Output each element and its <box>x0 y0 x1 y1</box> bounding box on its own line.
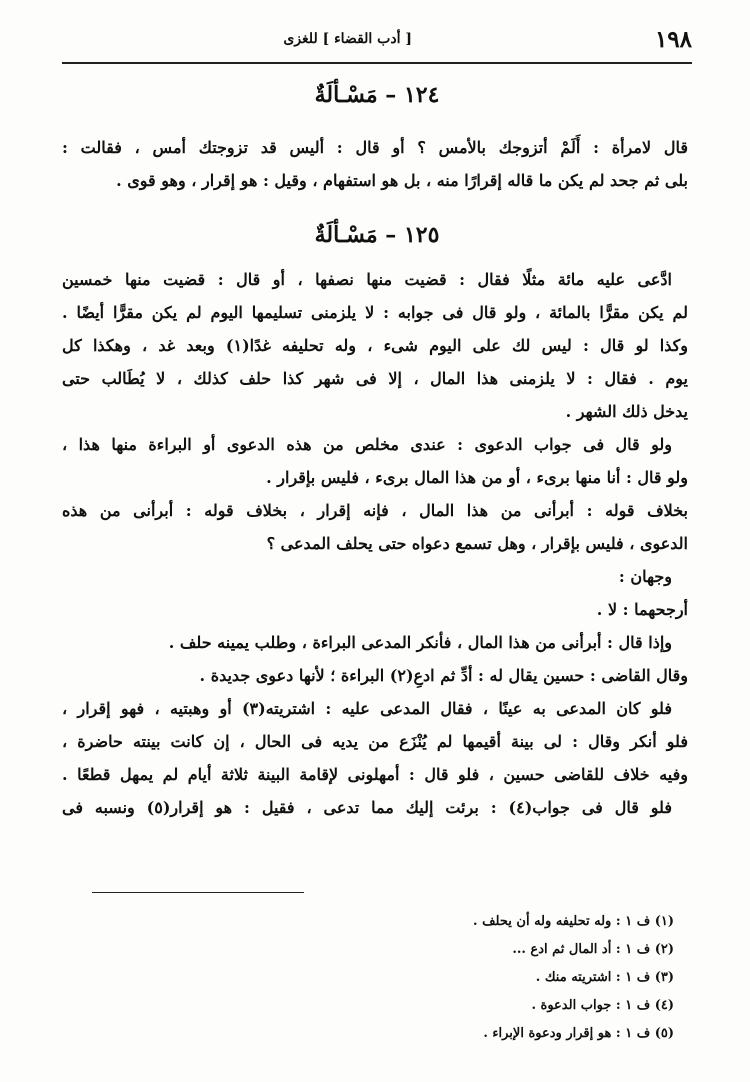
section-title-124: ١٢٤ – مَسْـألَةٌ <box>314 82 440 108</box>
footnote-item: (٢) ف ١ : أد المال ثم ادع ... <box>512 942 674 957</box>
text-line: وقال القاضى : حسين يقال له : أدِّ ثم ادعِ(٢) البراءة ؛ لأنها دعوى جديدة . <box>199 666 688 685</box>
page-header <box>62 22 692 64</box>
page-number: ١٩٨ <box>654 26 692 53</box>
text-line: ولو قال : أنا منها برىء ، أو من هذا المال برىء ، فليس بإقرار . <box>266 468 688 487</box>
text-line: وفيه خلاف للقاضى حسين ، فلو قال : أمهلونى لإقامة البينة ثلاثة أيام لم يمهل قطعًا . <box>62 765 688 784</box>
footnote-item: (٣) ف ١ : اشتريته منك . <box>535 970 674 985</box>
text-line: ادَّعى عليه مائة مثلًا فقال : قضيت منها نصفها ، أو قال : قضيت منها خمسين <box>62 270 672 289</box>
section-124-body <box>62 131 688 197</box>
text-line: يدخل ذلك الشهر . <box>565 402 688 421</box>
text-line: لم يكن مقرًّا بالمائة ، ولو قال فى جوابه : لا يلزمنى تسليمها اليوم لم يكن مقرًّا أيضًا . <box>62 303 688 322</box>
text-line: أرجحهما : لا . <box>596 600 688 619</box>
text-line: قال لامرأة : أَلَمْ أتزوجك بالأمس ؟ أو قال : أليس قد تزوجتك أمس ، فقالت : <box>62 138 688 157</box>
running-title: [ أدب القضاء ] للغزى <box>283 31 412 47</box>
text-line: فلو أنكر وقال : لى بينة أقيمها لم يُنْزَع من يديه فى الحال ، إن كانت بينته حاضرة ، <box>62 732 688 751</box>
text-line: ولو قال فى جواب الدعوى : عندى مخلص من هذه الدعوى أو البراءة منها هذا ، <box>62 435 672 454</box>
text-line: يوم . فقال : لا يلزمنى هذا المال ، إلا فى شهر كذا حلف كذلك ، لا يُطَالب حتى <box>62 369 688 388</box>
text-line: وجهان : <box>618 567 672 586</box>
text-line: وإذا قال : أبرأنى من هذا المال ، فأنكر المدعى البراءة ، وطلب يمينه حلف . <box>168 633 672 652</box>
footnote-item: (٤) ف ١ : جواب الدعوة . <box>531 998 674 1013</box>
text-line: فلو كان المدعى به عينًا ، فقال المدعى عليه : اشتريته(٣) أو وهبتيه ، فهو إقرار ، <box>62 699 673 718</box>
text-line: بخلاف قوله : أبرأنى من هذا المال ، فإنه إقرار ، بخلاف قوله : أبرأنى من هذه <box>62 501 688 520</box>
text-line: الدعوى ، فليس بإقرار ، وهل تسمع دعواه حتى يحلف المدعى ؟ <box>266 534 688 553</box>
footnote-divider <box>92 892 304 893</box>
footnote-item: (١) ف ١ : وله تحليفه وله أن يحلف . <box>473 914 674 929</box>
text-line: بلى ثم جحد لم يكن ما قاله إقرارًا منه ، بل هو استفهام ، وقيل : هو إقرار ، وهو قوى . <box>116 171 688 190</box>
footnotes <box>62 908 674 1048</box>
section-title-125: ١٢٥ – مَسْـألَةٌ <box>314 222 440 248</box>
text-line: وكذا لو قال : ليس لك على اليوم شىء ، وله تحليفه غدًا(١) وبعد غد ، وهكذا كل <box>62 336 688 355</box>
section-125-body <box>62 263 688 824</box>
text-line: فلو قال فى جواب(٤) : برئت إليك مما تدعى ، فقيل : هو إقرار(٥) ونسبه فى <box>62 798 673 817</box>
footnote-item: (٥) ف ١ : هو إقرار ودعوة الإبراء . <box>483 1026 674 1041</box>
